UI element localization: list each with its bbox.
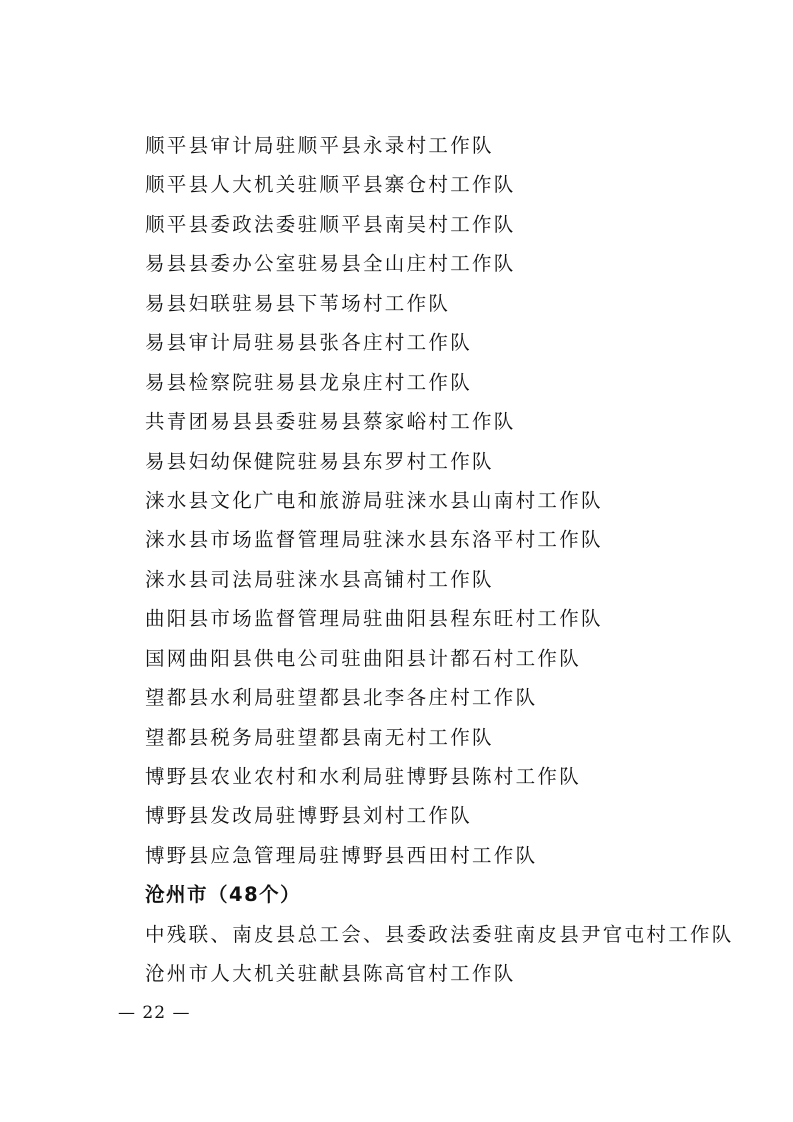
list-item: 易县检察院驻易县龙泉庄村工作队: [145, 370, 473, 394]
work-team-list: [145, 126, 765, 994]
list-item: 曲阳县市场监督管理局驻曲阳县程东旺村工作队: [145, 607, 603, 631]
list-item: 顺平县审计局驻顺平县永录村工作队: [145, 134, 494, 157]
list-item: 涞水县文化广电和旅游局驻涞水县山南村工作队: [145, 488, 603, 512]
list-item: 博野县发改局驻博野县刘村工作队: [145, 804, 473, 828]
list-item: 易县妇幼保健院驻易县东罗村工作队: [145, 449, 494, 473]
list-item: 涞水县市场监督管理局驻涞水县东洛平村工作队: [145, 528, 603, 552]
list-item: 国网曲阳县供电公司驻曲阳县计都石村工作队: [145, 646, 582, 670]
list-item: 易县妇联驻易县下苇场村工作队: [145, 291, 451, 315]
list-item: 博野县农业农村和水利局驻博野县陈村工作队: [145, 765, 582, 788]
list-item: 共青团易县县委驻易县蔡家峪村工作队: [145, 410, 516, 434]
list-item: 顺平县人大机关驻顺平县寨仓村工作队: [145, 173, 516, 197]
list-item: 博野县应急管理局驻博野县西田村工作队: [145, 843, 538, 867]
list-item: 顺平县委政法委驻顺平县南吴村工作队: [145, 212, 516, 236]
page-number: — 22 —: [118, 1003, 191, 1023]
list-item: 涞水县司法局驻涞水县高铺村工作队: [145, 567, 494, 591]
list-item: 望都县水利局驻望都县北李各庄村工作队: [145, 686, 538, 710]
list-item: 沧州市人大机关驻献县陈高官村工作队: [145, 962, 516, 986]
list-item: 易县审计局驻易县张各庄村工作队: [145, 331, 473, 355]
list-item: 望都县税务局驻望都县南无村工作队: [145, 725, 494, 749]
list-item: 易县县委办公室驻易县全山庄村工作队: [145, 252, 516, 276]
section-heading: 沧州市（48个）: [145, 883, 302, 907]
list-item: 中残联、南皮县总工会、县委政法委驻南皮县尹官屯村工作队: [145, 922, 734, 946]
